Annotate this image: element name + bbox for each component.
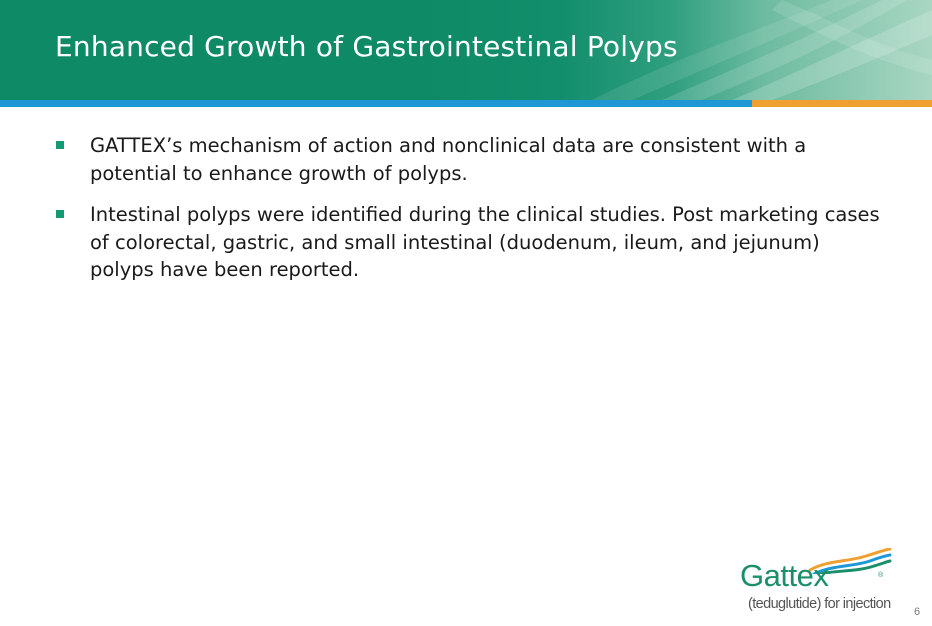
page-number: 6 <box>914 606 921 618</box>
logo-subtitle: (teduglutide) for injection <box>748 596 891 612</box>
bullet-text: GATTEX’s mechanism of action and nonclinical data are consistent with a potential to enhance growth of polyps. <box>90 134 807 185</box>
bullet-text: Intestinal polyps were identified during the clinical studies. Post marketing cases of colorectal, gastric, and small intestinal (duodenum, ileum, and jejunum) polyps have been reported. <box>90 203 880 281</box>
slide-title: Enhanced Growth of Gastrointestinal Polyps <box>55 30 678 63</box>
square-bullet-icon <box>56 210 64 218</box>
bullet-item <box>55 201 885 284</box>
divider-orange <box>752 100 932 107</box>
gattex-logo <box>738 548 898 618</box>
bullet-item <box>55 132 885 187</box>
square-bullet-icon <box>56 141 64 149</box>
title-banner <box>0 0 932 100</box>
logo-brand-text: Gattex <box>740 558 829 593</box>
logo-registered-mark: ® <box>878 572 884 579</box>
divider-blue <box>0 100 752 107</box>
bullet-list <box>55 132 885 298</box>
